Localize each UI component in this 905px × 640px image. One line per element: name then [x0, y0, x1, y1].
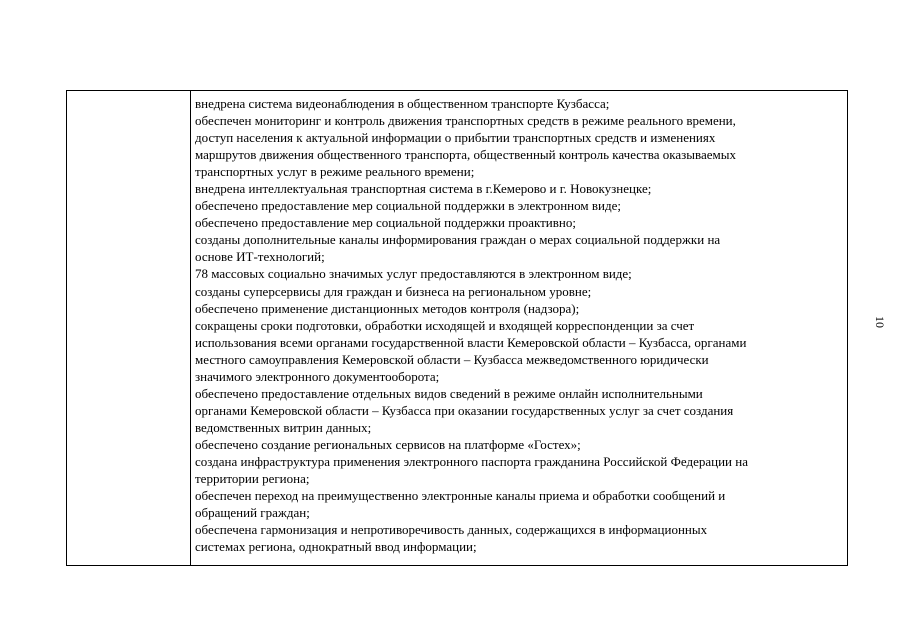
text-line: ведомственных витрин данных; [195, 419, 372, 435]
text-line: обеспечено создание региональных сервисов на платформе «Гостех»; [195, 436, 581, 452]
text-line: местного самоуправления Кемеровской области – Кузбасса межведомственного юридически [195, 351, 709, 367]
text-line: созданы суперсервисы для граждан и бизнеса на региональном уровне; [195, 283, 592, 299]
text-line: обеспечено предоставление отдельных видов сведений в режиме онлайн исполнительными [195, 385, 703, 401]
document-table [66, 90, 848, 566]
table-left-cell [67, 91, 191, 565]
page-number: 10 [873, 316, 887, 328]
text-line: внедрена интеллектуальная транспортная система в г.Кемерово и г. Новокузнецке; [195, 181, 652, 197]
text-line: маршрутов движения общественного транспорта, общественный контроль качества оказываемых [195, 147, 736, 163]
text-line: транспортных услуг в режиме реального времени; [195, 164, 475, 180]
text-line: основе ИТ-технологий; [195, 249, 325, 265]
text-line: системах региона, однократный ввод информации; [195, 539, 477, 555]
text-line: обращений граждан; [195, 505, 310, 521]
text-line: значимого электронного документооборота; [195, 368, 440, 384]
text-line: обеспечен переход на преимущественно электронные каналы приема и обработки сообщений и [195, 488, 726, 504]
text-line: органами Кемеровской области – Кузбасса при оказании государственных услуг за счет создания [195, 402, 734, 418]
text-line: 78 массовых социально значимых услуг предоставляются в электронном виде; [195, 266, 632, 282]
text-line: обеспечен мониторинг и контроль движения транспортных средств в режиме реального времени, [195, 113, 736, 129]
text-line: обеспечена гармонизация и непротиворечивость данных, содержащихся в информационных [195, 522, 708, 538]
table-right-cell [195, 95, 841, 555]
text-line: обеспечено предоставление мер социальной поддержки проактивно; [195, 215, 576, 231]
text-line: внедрена система видеонаблюдения в общественном транспорте Кузбасса; [195, 96, 610, 111]
text-line: доступ населения к актуальной информации о прибытии транспортных средств и изменениях [195, 130, 716, 146]
text-line: использования всеми органами государственной власти Кемеровской области – Кузбасса, органами [195, 334, 747, 350]
text-line: сокращены сроки подготовки, обработки исходящей и входящей корреспонденции за счет [195, 317, 695, 333]
text-line: обеспечено предоставление мер социальной поддержки в электронном виде; [195, 198, 621, 214]
text-line: обеспечено применение дистанционных методов контроля (надзора); [195, 300, 580, 316]
text-line: создана инфраструктура применения электронного паспорта гражданина Российской Федерации на [195, 453, 748, 469]
text-line: территории региона; [195, 471, 310, 487]
text-line: созданы дополнительные каналы информирования граждан о мерах социальной поддержки на [195, 232, 721, 248]
